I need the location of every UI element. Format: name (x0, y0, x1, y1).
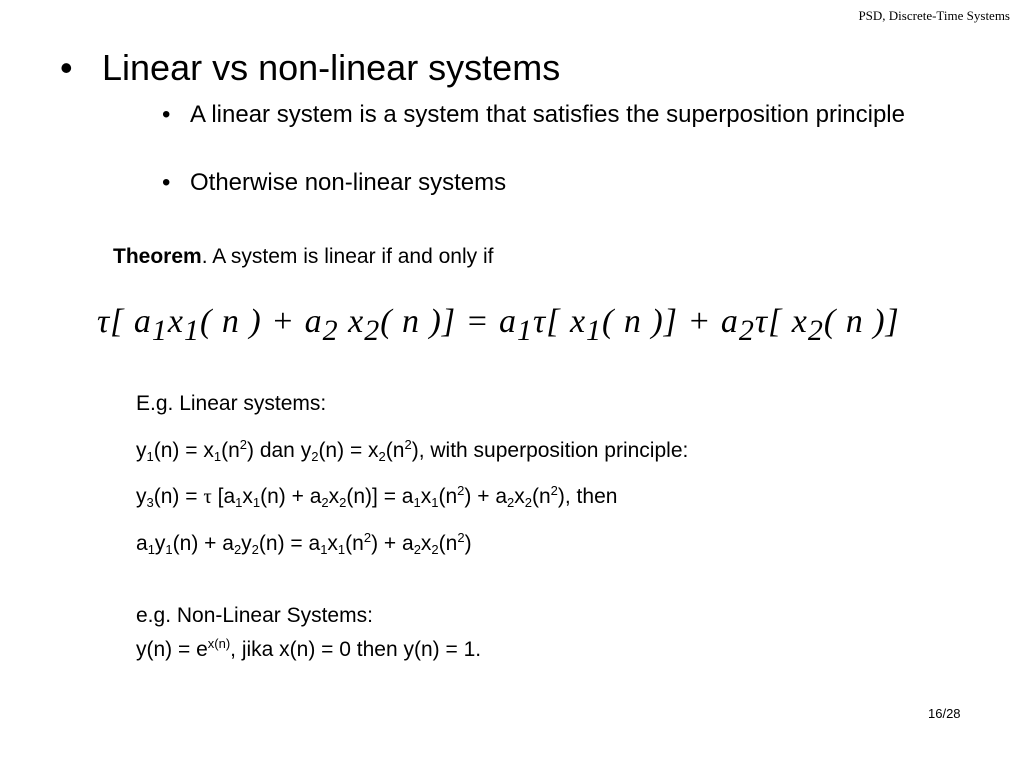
sub-bullet-1-text: A linear system is a system that satisfies the superposition principle (190, 101, 905, 128)
linear-examples-heading: E.g. Linear systems: (136, 392, 327, 415)
main-bullet (60, 47, 560, 89)
theorem-label: Theorem (113, 245, 202, 268)
linear-example-line-1: $y_1(n) = x_1(n^2)$ dan $y_2(n) = x_2(n^2)$, with superposition principle: (136, 437, 689, 464)
nonlinear-examples-heading: e.g. Non-Linear Systems: (136, 604, 373, 627)
sub-bullet-2-text: Otherwise non-linear systems (190, 169, 507, 196)
slide-header: PSD, Discrete-Time Systems (858, 8, 1010, 23)
theorem-text: . A system is linear if and only if (201, 245, 494, 268)
sub-bullet-1 (162, 100, 962, 130)
bullet-dot: • (162, 169, 171, 196)
bullet-dot: • (60, 47, 73, 88)
linear-example-line-2: $y_3(n) = \tau$ $[a_1x_1(n) + a_2x_2(n)] = a_1x_1(n^2) + a_2x_2(n^2)$, then (136, 483, 618, 510)
main-bullet-text: Linear vs non-linear systems (102, 47, 561, 88)
bullet-dot: • (162, 101, 171, 128)
nonlinear-example-line: $y(n) = e^{x(n)}$, jika x(n) = 0 then y(n) = 1. (136, 636, 482, 661)
page-number: 16/28 (928, 706, 961, 721)
linear-example-line-3: $a_1y_1(n) + a_2y_2(n) = a_1x_1(n^2) + a_2x_2(n^2)$ (136, 530, 472, 557)
sub-bullet-2 (162, 168, 962, 198)
theorem-statement (113, 245, 493, 269)
linearity-formula: τ[ $a_1x_1$( n ) + $a_2$ $x_2$( n )] = $a_1\tau$[ $x_1$( n )] + $a_2\tau$[ $x_2$( n )] (97, 303, 900, 347)
